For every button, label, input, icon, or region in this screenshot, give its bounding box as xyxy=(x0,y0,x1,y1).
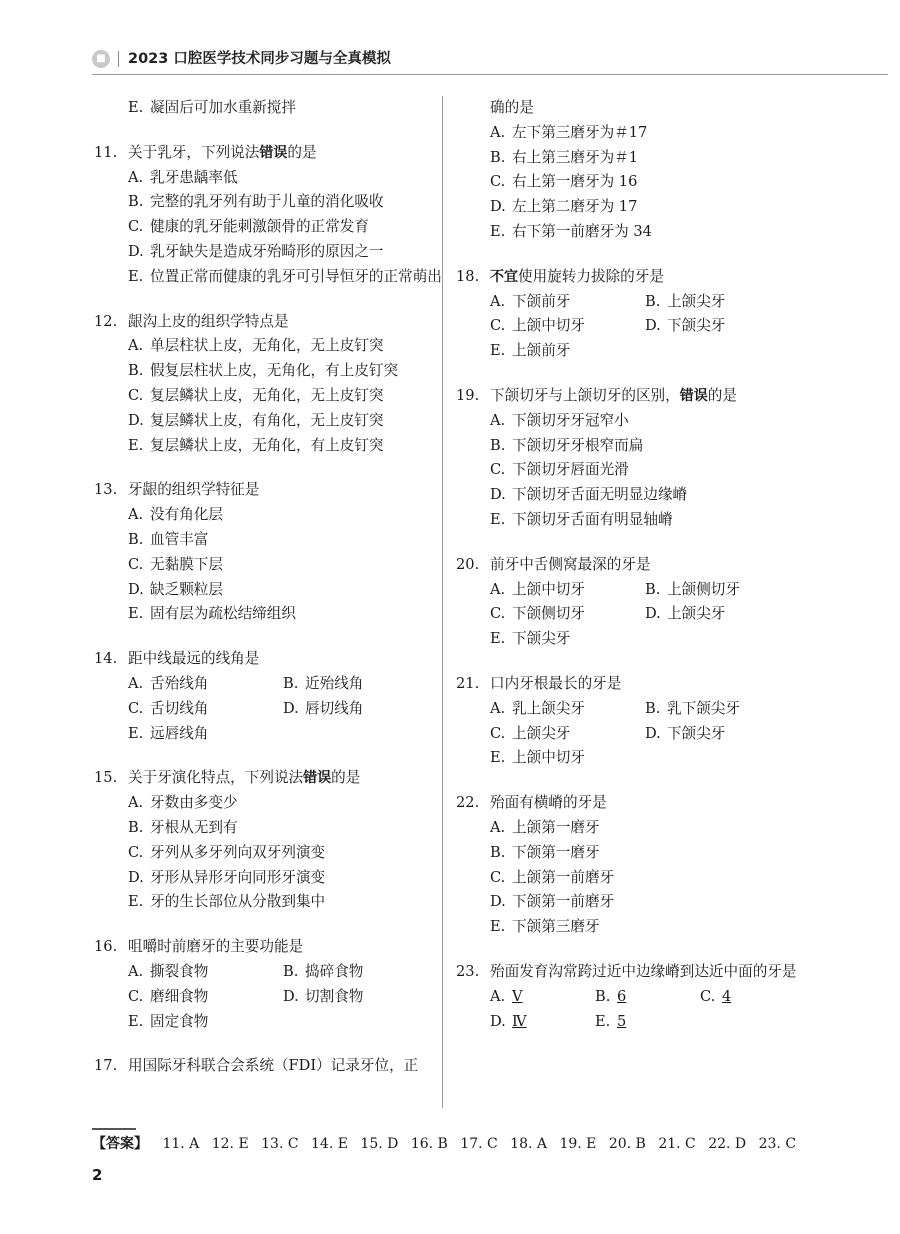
option-b: B. 血管丰富 xyxy=(128,530,209,548)
right-column xyxy=(456,96,806,1054)
option-e: E. 位置正常而健康的乳牙可引导恒牙的正常萌出 xyxy=(128,267,442,285)
question-stem: 13. 牙龈的组织学特征是 xyxy=(94,478,444,503)
option-c: C. 下颌侧切牙 xyxy=(490,605,585,623)
option: E. 凝固后可加水重新搅拌 xyxy=(128,99,296,116)
question-stem: 12. 龈沟上皮的组织学特点是 xyxy=(94,310,444,335)
emphasis: 错误 xyxy=(303,770,332,787)
option-b: B. 上颌尖牙 xyxy=(645,292,726,310)
option-c: C. 无黏膜下层 xyxy=(128,555,223,573)
question-17-continued xyxy=(456,96,806,245)
header-separator xyxy=(118,51,119,67)
option-c: C. 舌切线角 xyxy=(128,699,209,717)
option-b: B. 牙根从无到有 xyxy=(128,818,238,836)
option-c: C. 下颌切牙唇面光滑 xyxy=(490,461,629,479)
options-row xyxy=(456,602,806,627)
option-d: D. 上颌尖牙 xyxy=(645,605,726,623)
option-a: A. 乳牙患龋率低 xyxy=(128,168,238,186)
question-10-continued xyxy=(94,96,444,121)
answer-item: 18. A xyxy=(510,1136,547,1152)
question-number: 14. xyxy=(94,650,118,668)
option-e: E. 下颌尖牙 xyxy=(490,630,571,648)
option-e: E. 下颌第三磨牙 xyxy=(490,918,600,936)
options-row xyxy=(456,985,806,1010)
question-number: 15. xyxy=(94,769,118,787)
option-e: E. 上颌前牙 xyxy=(490,342,571,360)
question-23 xyxy=(456,960,806,1034)
answer-item: 13. C xyxy=(261,1136,299,1152)
answer-item: 23. C xyxy=(758,1136,797,1152)
question-22 xyxy=(456,791,806,940)
option-a: A. 舌殆线角 xyxy=(128,674,209,692)
option-a: A. 左下第三磨牙为＃17 xyxy=(490,123,648,141)
option-d: D. 左上第二磨牙为 17 xyxy=(490,198,638,216)
question-number: 23. xyxy=(456,962,480,980)
option-d: D. 缺乏颗粒层 xyxy=(128,580,223,598)
option-c: C. 右上第一磨牙为 16 xyxy=(490,173,638,191)
answer-item: 14. E xyxy=(311,1136,348,1152)
page-number: 2 xyxy=(92,1166,103,1184)
question-21 xyxy=(456,672,806,771)
answer-rule xyxy=(92,1128,136,1130)
option-b: B. 上颌侧切牙 xyxy=(645,580,740,598)
options-row xyxy=(456,578,806,603)
question-number: 16. xyxy=(94,938,118,956)
option-d: D. 牙形从异形牙向同形牙演变 xyxy=(128,868,326,886)
question-stem: 23. 殆面发育沟常跨过近中边缘嵴到达近中面的牙是 xyxy=(456,960,806,985)
option-e: E. 5 xyxy=(595,1012,627,1030)
question-stem: 19. 下颌切牙与上颌切牙的区别，错误的是 xyxy=(456,384,806,409)
answer-item: 11. A xyxy=(162,1136,200,1152)
option-c: C. 上颌第一前磨牙 xyxy=(490,868,615,886)
option-c: C. 健康的乳牙能刺激颌骨的正常发育 xyxy=(128,218,369,236)
options-row xyxy=(456,697,806,722)
option-e: E. 复层鳞状上皮，无角化，有上皮钉突 xyxy=(128,436,384,454)
option-b: B. 下颌切牙牙根窄而扁 xyxy=(490,436,644,454)
question-16 xyxy=(94,935,444,1034)
option-b: B. 乳下颌尖牙 xyxy=(645,699,740,717)
answer-item: 17. C xyxy=(460,1136,498,1152)
question-number: 20. xyxy=(456,555,480,573)
left-column xyxy=(94,96,444,1099)
question-stem: 16. 咀嚼时前磨牙的主要功能是 xyxy=(94,935,444,960)
option-d: D. 复层鳞状上皮，有角化，无上皮钉突 xyxy=(128,411,384,429)
answer-key xyxy=(92,1133,804,1155)
option-e: E. 上颌中切牙 xyxy=(490,749,585,767)
answer-label: 【答案】 xyxy=(92,1136,148,1152)
question-stem: 20. 前牙中舌侧窝最深的牙是 xyxy=(456,553,806,578)
question-15 xyxy=(94,766,444,915)
option-b: B. 近殆线角 xyxy=(283,674,364,692)
answer-item: 22. D xyxy=(708,1136,747,1152)
option-e: E. 牙的生长部位从分散到集中 xyxy=(128,893,326,911)
option-a: A. 上颌中切牙 xyxy=(490,580,585,598)
option-b: B. 完整的乳牙列有助于儿童的消化吸收 xyxy=(128,193,384,211)
question-number: 17. xyxy=(94,1057,118,1075)
option-d: D. 切割食物 xyxy=(283,987,364,1005)
options-row xyxy=(456,290,806,315)
question-stem: 15. 关于牙演化特点，下列说法错误的是 xyxy=(94,766,444,791)
option-a: A. 下颌切牙牙冠窄小 xyxy=(490,411,629,429)
options-row xyxy=(94,985,444,1010)
option-a: A. 牙数由多变少 xyxy=(128,794,238,812)
question-13 xyxy=(94,478,444,627)
options-row xyxy=(456,1010,806,1035)
option-e: E. 远唇线角 xyxy=(128,724,209,742)
option-e: E. 固有层为疏松结缔组织 xyxy=(128,605,296,623)
option-c: C. 上颌尖牙 xyxy=(490,724,571,742)
book-logo-icon: ■ xyxy=(92,50,110,68)
option-a: A. 没有角化层 xyxy=(128,506,223,524)
options-row xyxy=(456,314,806,339)
question-12 xyxy=(94,310,444,459)
question-number: 13. xyxy=(94,481,118,499)
options-row xyxy=(94,672,444,697)
question-20 xyxy=(456,553,806,652)
question-14 xyxy=(94,647,444,746)
option-d: D. 下颌尖牙 xyxy=(645,724,726,742)
option-e: E. 下颌切牙舌面有明显轴嵴 xyxy=(490,510,673,528)
option-c: C. 4 xyxy=(700,987,732,1005)
option-c: C. 上颌中切牙 xyxy=(490,317,585,335)
answer-item: 16. B xyxy=(410,1136,448,1152)
answer-item: 20. B xyxy=(608,1136,646,1152)
emphasis: 不宜 xyxy=(490,268,518,285)
emphasis: 错误 xyxy=(679,387,708,404)
option-e: E. 右下第一前磨牙为 34 xyxy=(490,222,652,240)
question-stem: 18. 不宜使用旋转力拔除的牙是 xyxy=(456,265,806,290)
question-stem: 14. 距中线最远的线角是 xyxy=(94,647,444,672)
option-b: B. 捣碎食物 xyxy=(283,962,364,980)
question-11 xyxy=(94,141,444,290)
option-e: E. 固定食物 xyxy=(128,1012,209,1030)
question-number: 11. xyxy=(94,143,118,161)
option-d: D. 唇切线角 xyxy=(283,699,364,717)
option-d: D. 下颌第一前磨牙 xyxy=(490,893,615,911)
question-stem: 22. 殆面有横嵴的牙是 xyxy=(456,791,806,816)
question-number: 19. xyxy=(456,386,480,404)
option-c: C. 复层鳞状上皮，无角化，无上皮钉突 xyxy=(128,386,384,404)
option-c: C. 磨细食物 xyxy=(128,987,209,1005)
options-row xyxy=(456,722,806,747)
option-d: D. 下颌尖牙 xyxy=(645,317,726,335)
answer-item: 12. E xyxy=(211,1136,249,1152)
option-d: D. Ⅳ xyxy=(490,1012,527,1030)
question-18 xyxy=(456,265,806,364)
options-row xyxy=(94,960,444,985)
column-divider xyxy=(442,96,443,1108)
question-number: 18. xyxy=(456,267,480,285)
question-stem: 21. 口内牙根最长的牙是 xyxy=(456,672,806,697)
question-number: 12. xyxy=(94,312,118,330)
question-number: 22. xyxy=(456,794,480,812)
page-header xyxy=(92,48,888,74)
question-stem: 确的是 xyxy=(490,99,534,116)
options-row xyxy=(94,697,444,722)
option-b: B. 下颌第一磨牙 xyxy=(490,843,600,861)
option-c: C. 牙列从多牙列向双牙列演变 xyxy=(128,843,326,861)
question-17 xyxy=(94,1054,444,1079)
header-divider xyxy=(92,74,888,75)
option-d: D. 乳牙缺失是造成牙殆畸形的原因之一 xyxy=(128,242,384,260)
question-number: 21. xyxy=(456,674,480,692)
option-d: D. 下颌切牙舌面无明显边缘嵴 xyxy=(490,486,688,504)
option-a: A. 上颌第一磨牙 xyxy=(490,818,600,836)
question-19 xyxy=(456,384,806,533)
question-stem: 11. 关于乳牙，下列说法错误的是 xyxy=(94,141,444,166)
option-a: A. 下颌前牙 xyxy=(490,292,571,310)
book-title: 2023 口腔医学技术同步习题与全真模拟 xyxy=(128,51,391,67)
answer-item: 15. D xyxy=(360,1136,399,1152)
option-a: A. 单层柱状上皮，无角化，无上皮钉突 xyxy=(128,337,384,355)
option-b: B. 假复层柱状上皮，无角化，有上皮钉突 xyxy=(128,362,399,380)
answer-item: 21. C xyxy=(658,1136,696,1152)
option-b: B. 右上第三磨牙为＃1 xyxy=(490,148,639,166)
option-a: A. 乳上颌尖牙 xyxy=(490,699,585,717)
question-stem: 17. 用国际牙科联合会系统（FDI）记录牙位，正 xyxy=(94,1054,444,1079)
answer-item: 19. E xyxy=(559,1136,597,1152)
option-b: B. 6 xyxy=(595,987,627,1005)
option-a: A. Ⅴ xyxy=(490,987,523,1005)
emphasis: 错误 xyxy=(259,144,288,161)
option-a: A. 撕裂食物 xyxy=(128,962,209,980)
